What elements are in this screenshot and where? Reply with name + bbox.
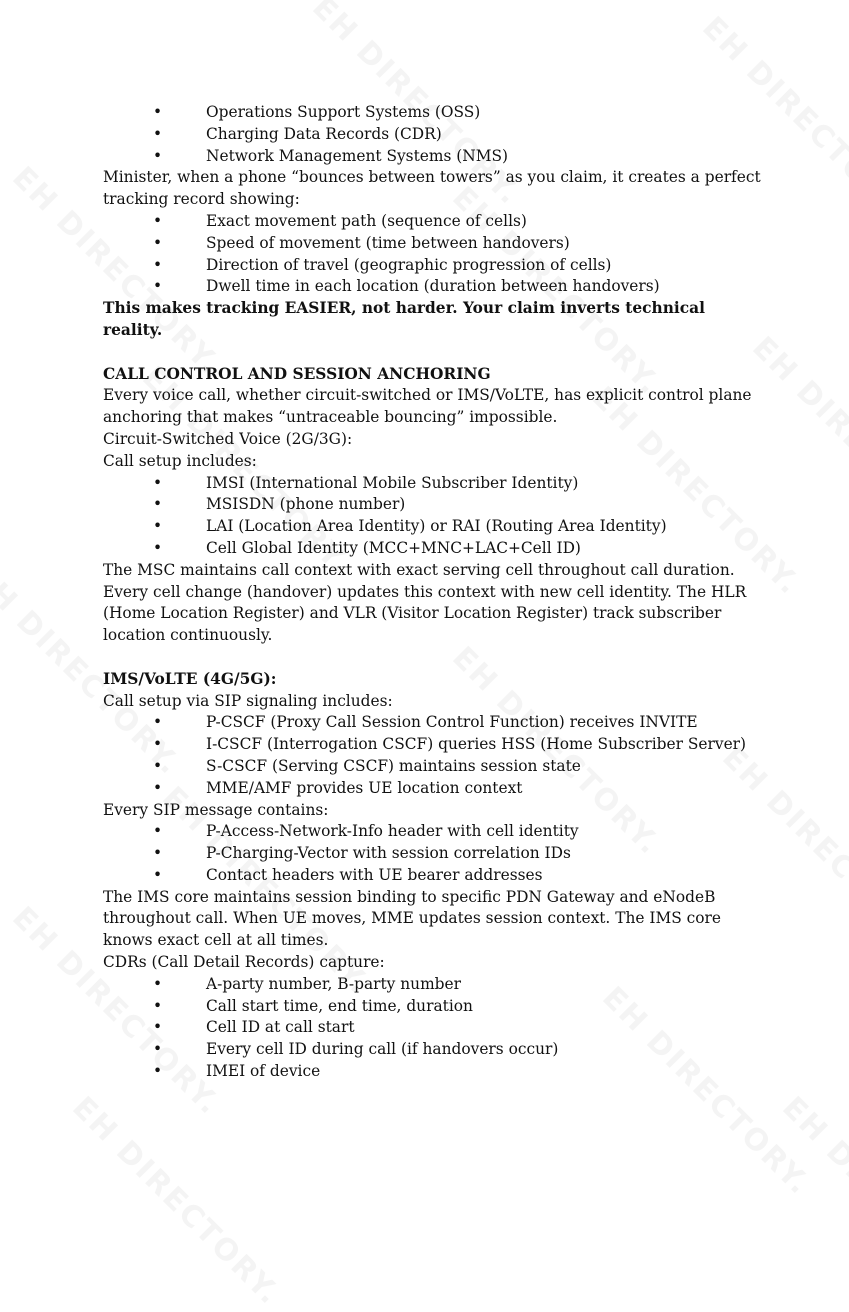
list-item xyxy=(103,516,763,538)
document-body xyxy=(103,102,763,1083)
paragraph: Call setup via SIP signaling includes: xyxy=(103,691,393,710)
bullet-icon: • xyxy=(153,1062,163,1081)
list-item xyxy=(103,473,763,495)
paragraph: Call setup includes: xyxy=(103,451,257,470)
bullet-icon: • xyxy=(153,146,163,165)
watermark xyxy=(65,1090,287,1312)
list-item xyxy=(103,233,763,255)
list-item xyxy=(103,996,763,1018)
list-item-text: Network Management Systems (NMS) xyxy=(206,146,509,165)
bullet-icon: • xyxy=(153,103,163,121)
list-item-text: Direction of travel (geographic progression of cells) xyxy=(206,255,612,274)
bullet-list xyxy=(103,473,763,560)
list-item-text: Operations Support Systems (OSS) xyxy=(206,103,481,121)
bullet-icon: • xyxy=(153,865,163,884)
bullet-list xyxy=(103,102,763,167)
list-item xyxy=(103,276,763,298)
list-item-text: Cell ID at call start xyxy=(206,1018,355,1037)
section-heading: IMS/VoLTE (4G/5G): xyxy=(103,669,277,688)
bullet-icon: • xyxy=(153,124,163,143)
list-item-text: P-Access-Network-Info header with cell identity xyxy=(206,822,579,841)
bullet-icon: • xyxy=(153,277,163,296)
list-item xyxy=(103,756,763,778)
list-item-text: P-CSCF (Proxy Call Session Control Function) receives INVITE xyxy=(206,713,698,732)
list-item-text: P-Charging-Vector with session correlation IDs xyxy=(206,844,571,863)
list-item xyxy=(103,494,763,516)
list-item-text: Every cell ID during call (if handovers occur) xyxy=(206,1040,559,1059)
bullet-icon: • xyxy=(153,211,163,230)
bullet-icon: • xyxy=(153,756,163,775)
bullet-icon: • xyxy=(153,735,163,754)
paragraph: The IMS core maintains session binding to specific PDN Gateway and eNodeB throughout call. When UE moves, MME updates session context. The IMS core knows exact cell at all times. xyxy=(103,887,722,950)
list-item xyxy=(103,974,763,996)
paragraph: Minister, when a phone “bounces between towers” as you claim, it creates a perfect tracking record showing: xyxy=(103,168,761,209)
list-item-text: Exact movement path (sequence of cells) xyxy=(206,211,527,230)
list-item-text: S-CSCF (Serving CSCF) maintains session state xyxy=(206,756,581,775)
emphasis-paragraph: This makes tracking EASIER, not harder. Your claim inverts technical reality. xyxy=(103,299,705,339)
list-item-text: Call start time, end time, duration xyxy=(206,996,473,1015)
spacer xyxy=(103,647,763,669)
list-item-text: A-party number, B-party number xyxy=(206,974,461,993)
list-item xyxy=(103,821,763,843)
list-item-text: Cell Global Identity (MCC+MNC+LAC+Cell ID) xyxy=(206,538,581,557)
list-item-text: MME/AMF provides UE location context xyxy=(206,778,523,797)
list-item xyxy=(103,712,763,734)
paragraph: Every SIP message contains: xyxy=(103,800,329,819)
bullet-list xyxy=(103,211,763,298)
bullet-icon: • xyxy=(153,255,163,274)
list-item-text: I-CSCF (Interrogation CSCF) queries HSS (Home Subscriber Server) xyxy=(206,735,747,754)
list-item xyxy=(103,124,763,146)
list-item xyxy=(103,734,763,756)
list-item xyxy=(103,1039,763,1061)
bullet-icon: • xyxy=(153,495,163,514)
list-item-text: Charging Data Records (CDR) xyxy=(206,124,442,143)
list-item xyxy=(103,1061,763,1083)
list-item-text: Dwell time in each location (duration between handovers) xyxy=(206,277,660,296)
bullet-icon: • xyxy=(153,974,163,993)
bullet-list xyxy=(103,821,763,886)
bullet-list xyxy=(103,712,763,799)
list-item xyxy=(103,778,763,800)
bullet-icon: • xyxy=(153,473,163,492)
list-item-text: MSISDN (phone number) xyxy=(206,495,406,514)
list-item-text: Speed of movement (time between handovers) xyxy=(206,233,570,252)
list-item-text: IMSI (International Mobile Subscriber Identity) xyxy=(206,473,579,492)
bullet-list xyxy=(103,974,763,1083)
bullet-icon: • xyxy=(153,713,163,732)
bullet-icon: • xyxy=(153,844,163,863)
bullet-icon: • xyxy=(153,538,163,557)
bullet-icon: • xyxy=(153,778,163,797)
list-item xyxy=(103,146,763,168)
bullet-icon: • xyxy=(153,1040,163,1059)
bullet-icon: • xyxy=(153,822,163,841)
watermark xyxy=(775,1090,849,1312)
section-heading: CALL CONTROL AND SESSION ANCHORING xyxy=(103,364,491,383)
list-item xyxy=(103,538,763,560)
spacer xyxy=(103,342,763,364)
list-item-text: Contact headers with UE bearer addresses xyxy=(206,865,543,884)
list-item xyxy=(103,843,763,865)
bullet-icon: • xyxy=(153,1018,163,1037)
bullet-icon: • xyxy=(153,996,163,1015)
paragraph: Circuit-Switched Voice (2G/3G): xyxy=(103,429,353,448)
bullet-icon: • xyxy=(153,233,163,252)
paragraph: CDRs (Call Detail Records) capture: xyxy=(103,953,385,972)
bullet-icon: • xyxy=(153,517,163,536)
list-item xyxy=(103,865,763,887)
paragraph: Every voice call, whether circuit-switched or IMS/VoLTE, has explicit control plane anchoring that makes “untraceable bouncing” impossible. xyxy=(103,386,752,427)
list-item xyxy=(103,255,763,277)
list-item xyxy=(103,1017,763,1039)
list-item-text: IMEI of device xyxy=(206,1062,321,1081)
list-item xyxy=(103,211,763,233)
list-item-text: LAI (Location Area Identity) or RAI (Routing Area Identity) xyxy=(206,517,667,536)
paragraph: The MSC maintains call context with exact serving cell throughout call duration. Every cell change (handover) updates this context with new cell identity. The HLR (Home Location Register) and VLR (Visitor Location Register) track subscriber location continuously. xyxy=(103,560,747,645)
list-item xyxy=(103,102,763,124)
